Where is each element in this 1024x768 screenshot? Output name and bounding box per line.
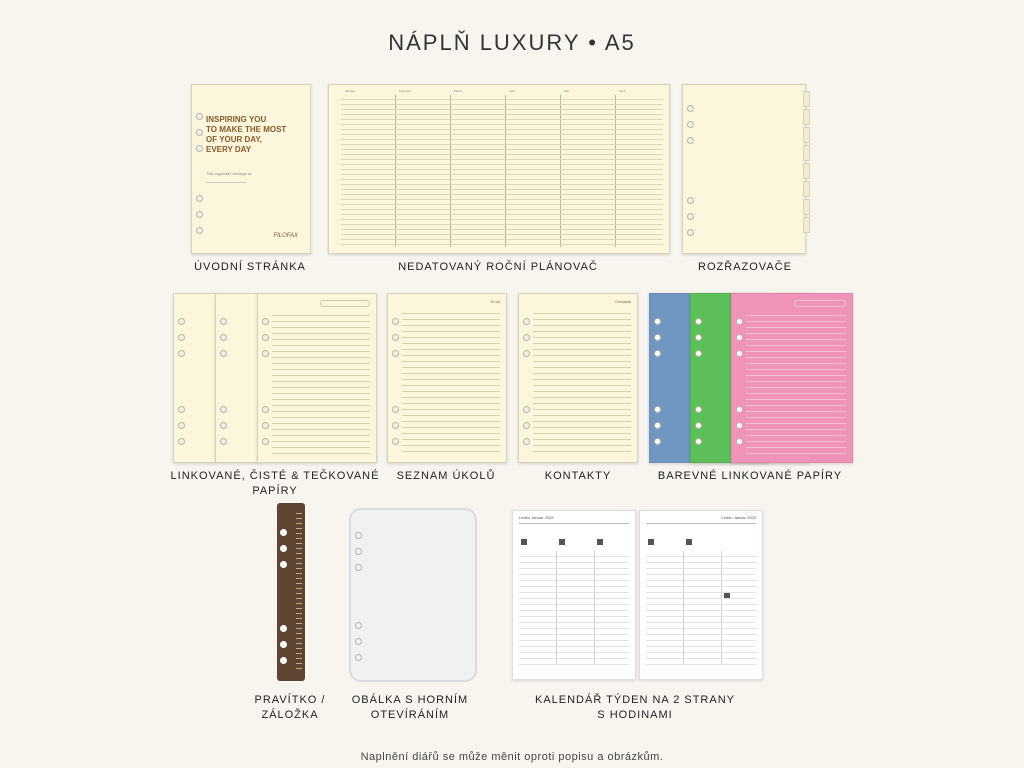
todo-list-image: [387, 293, 507, 463]
cover-slogan: INSPIRING YOU TO MAKE THE MOST OF YOUR DAY, EVERY DAY: [206, 115, 287, 154]
yearly-planner-image: January February March April May June: [328, 84, 670, 254]
label-dividers: ROZŘAZOVAČE: [698, 261, 792, 273]
label-cover: ÚVODNÍ STRÁNKA: [194, 261, 306, 273]
footnote: Naplnění diářů se může měnit oproti popisu a obrázkům.: [360, 751, 664, 763]
label-planner: NEDATOVANÝ ROČNÍ PLÁNOVAČ: [398, 261, 598, 273]
filofax-logo: FILOFAX: [273, 233, 298, 239]
label-papers: LINKOVANÉ, ČISTÉ & TEČKOVANÉ PAPÍRY: [170, 470, 380, 497]
calendar-left-page-image: Leden Január 2025: [512, 510, 636, 680]
contacts-image: [518, 293, 638, 463]
label-ruler: PRAVÍTKO / ZÁLOŽKA: [254, 694, 326, 721]
label-todo: SEZNAM ÚKOLŮ: [396, 470, 496, 482]
contacts-heading: Contacts: [615, 299, 631, 304]
cover-page-image: [191, 84, 311, 254]
cover-owner-line: This organiser belongs to:: [206, 171, 253, 176]
ruler-bookmark-image: [277, 503, 305, 681]
paper-dotted-image: [215, 293, 259, 463]
dividers-image: [682, 84, 806, 254]
calendar-right-page-image: Leden Január 2025: [639, 510, 763, 680]
paper-pink-image: [731, 293, 853, 463]
page-title: NÁPLŇ LUXURY • A5: [388, 30, 636, 55]
paper-ruled-image: [257, 293, 377, 463]
label-envelope: OBÁLKA S HORNÍM OTEVÍRÁNÍM: [351, 694, 469, 721]
paper-plain-image: [173, 293, 217, 463]
todo-heading: To do: [490, 299, 500, 304]
label-contacts: KONTAKTY: [544, 470, 612, 482]
label-colored-papers: BAREVNÉ LINKOVANÉ PAPÍRY: [657, 470, 843, 482]
label-calendar: KALENDÁŘ TÝDEN NA 2 STRANY S HODINAMI: [534, 694, 735, 721]
top-opening-envelope-image: [349, 508, 477, 682]
